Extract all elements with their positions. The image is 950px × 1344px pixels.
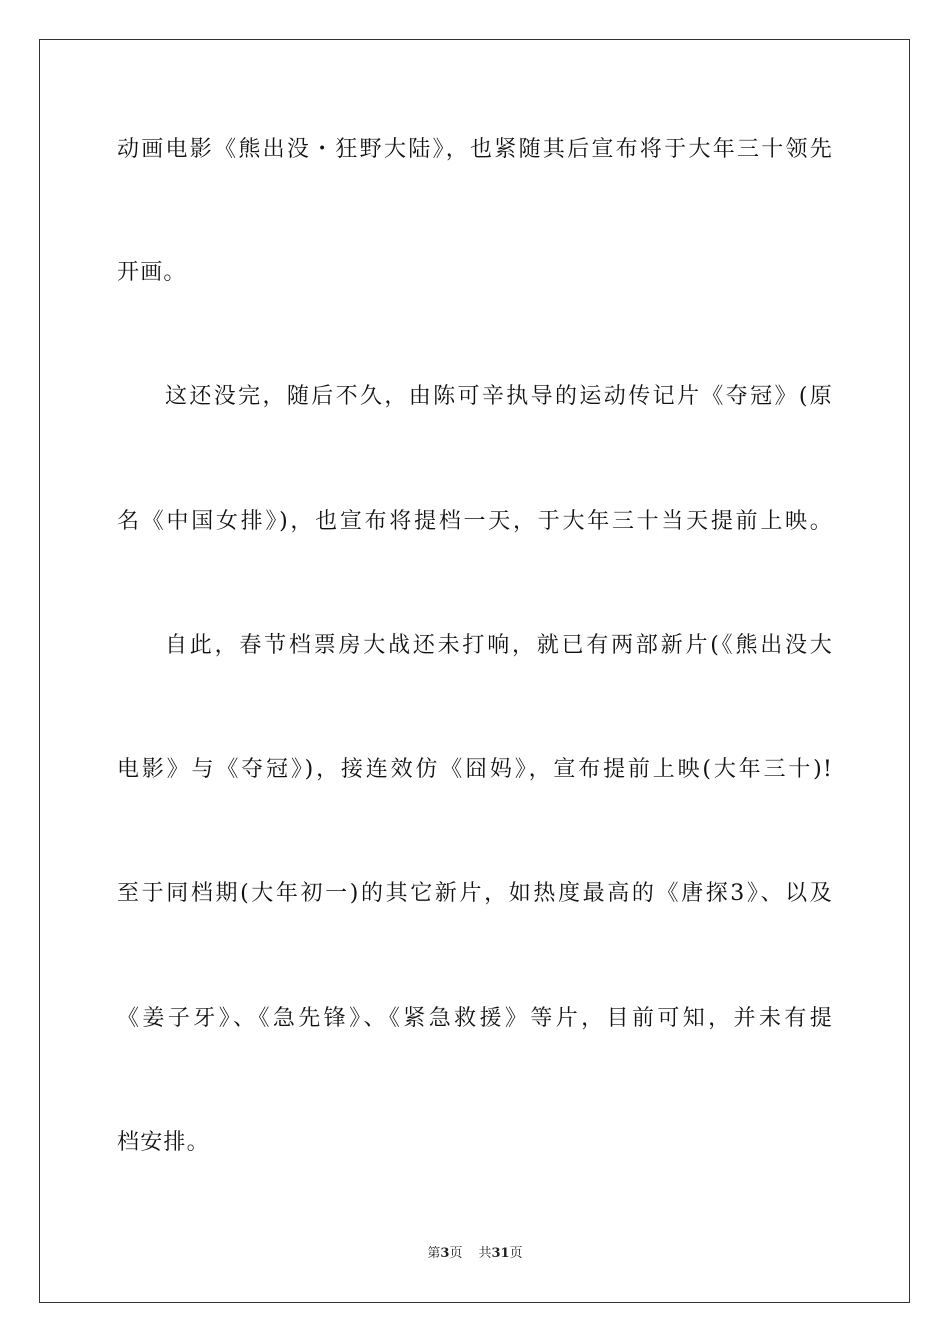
page-border bbox=[39, 39, 910, 1303]
body-text-line: 开画。 bbox=[117, 260, 187, 285]
footer-page-number: 3 bbox=[440, 1246, 450, 1261]
footer-page-suffix: 页 bbox=[449, 1246, 463, 1261]
body-text-line: 自此，春节档票房大战还未打响，就已有两部新片(《熊出没大 bbox=[165, 633, 833, 658]
footer-total-prefix: 共 bbox=[478, 1246, 492, 1261]
body-text-line: 名《中国女排》)，也宣布将提档一天，于大年三十当天提前上映。 bbox=[117, 509, 833, 534]
footer-page-prefix: 第 bbox=[427, 1246, 441, 1261]
footer-total-number: 31 bbox=[491, 1246, 510, 1261]
footer-total-suffix: 页 bbox=[509, 1246, 523, 1261]
body-text-line: 至于同档期(大年初一)的其它新片，如热度最高的《唐探3》、以及 bbox=[117, 881, 833, 906]
page-footer bbox=[0, 1245, 950, 1263]
body-text-line: 档安排。 bbox=[117, 1130, 210, 1155]
body-text-line: 电影》与《夺冠》)，接连效仿《囧妈》，宣布提前上映(大年三十)! bbox=[117, 757, 833, 782]
body-text-line: 动画电影《熊出没・狂野大陆》，也紧随其后宣布将于大年三十领先 bbox=[117, 137, 833, 162]
body-text-line: 这还没完，随后不久，由陈可辛执导的运动传记片《夺冠》(原 bbox=[165, 384, 833, 409]
body-text-line: 《姜子牙》、《急先锋》、《紧急救援》等片，目前可知，并未有提 bbox=[117, 1006, 833, 1031]
